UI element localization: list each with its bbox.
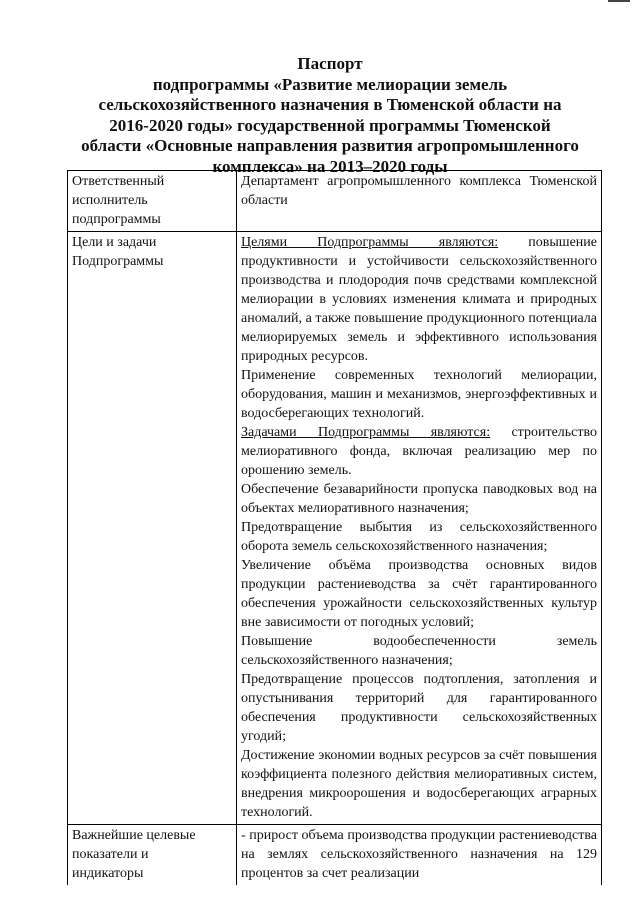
document-title [40, 54, 620, 177]
title-line-4: 2016-2020 годы» государственной программы Тюменской [109, 115, 551, 135]
goals-value [237, 232, 602, 825]
goals-lead: Целями Подпрограммы являются: [241, 235, 499, 250]
goals-text: повышение продуктивности и устойчивости сельскохозяйственного производства и плодородия почв средствами комплексной мелиорации в условиях изменения климата и природных аномалий, а также повышение продукционного потенциала мелиорируемых земель и эффективного использования природных ресурсов. [241, 235, 598, 364]
goals-paragraph-2: Применение современных технологий мелиорации, оборудования, машин и механизмов, энергоэффективных и водосберегающих технологий. [241, 368, 597, 421]
corner-mark [608, 0, 630, 2]
table-row-executor [68, 171, 602, 232]
goals-label: Цели и задачи Подпрограммы [72, 235, 164, 269]
passport-table [67, 170, 602, 885]
indicators-label: Важнейшие целевые показатели и индикаторы [72, 828, 196, 881]
goals-paragraph [241, 233, 597, 366]
table-row-goals [68, 232, 602, 825]
title-line-3: сельскохозяйственного назначения в Тюменской области на [98, 95, 562, 114]
title-line-1: Паспорт [297, 54, 363, 73]
row-label [68, 232, 237, 825]
tasks-paragraph [241, 423, 597, 480]
executor-label: Ответственный исполнитель подпрограммы [72, 174, 165, 227]
title-line-6: комплекса» на 2013–2020 годы [212, 156, 448, 176]
task-item: Повышение водообеспеченности земель сельскохозяйственного назначения; [241, 634, 597, 668]
tasks-lead: Задачами Подпрограммы являются: [241, 425, 491, 440]
tasks-text: строительство мелиоративного фонда, включая реализацию мер по орошению земель. [241, 425, 597, 478]
title-line-2: подпрограммы «Развитие мелиорации земель [152, 74, 508, 94]
task-item: Достижение экономии водных ресурсов за счёт повышения коэффициента полезного действия мелиоративных систем, внедрения микроорошения и водосберегающих аграрных технологий. [241, 748, 597, 820]
table-row-indicators [68, 825, 602, 886]
row-label [68, 825, 237, 886]
task-item: Обеспечение безаварийности пропуска паводковых вод на объектах мелиоративного назначения; [241, 482, 597, 516]
task-item: Предотвращение выбытия из сельскохозяйственного оборота земель сельскохозяйственного назначения; [241, 520, 597, 554]
indicators-value: - прирост объема производства продукции растениеводства на землях сельскохозяйственного назначения на 129 процентов за счет реализации [237, 825, 602, 886]
executor-value: Департамент агропромышленного комплекса Тюменской области [237, 171, 602, 232]
title-line-5: области «Основные направления развития агропромышленного [81, 136, 579, 155]
task-item: Предотвращение процессов подтопления, затопления и опустынивания территорий для гарантированного обеспечения продуктивности сельскохозяйственных угодий; [241, 672, 597, 744]
row-label [68, 171, 237, 232]
task-item: Увеличение объёма производства основных видов продукции растениеводства за счёт гарантированного обеспечения урожайности сельскохозяйственных культур вне зависимости от погодных условий; [241, 558, 597, 630]
